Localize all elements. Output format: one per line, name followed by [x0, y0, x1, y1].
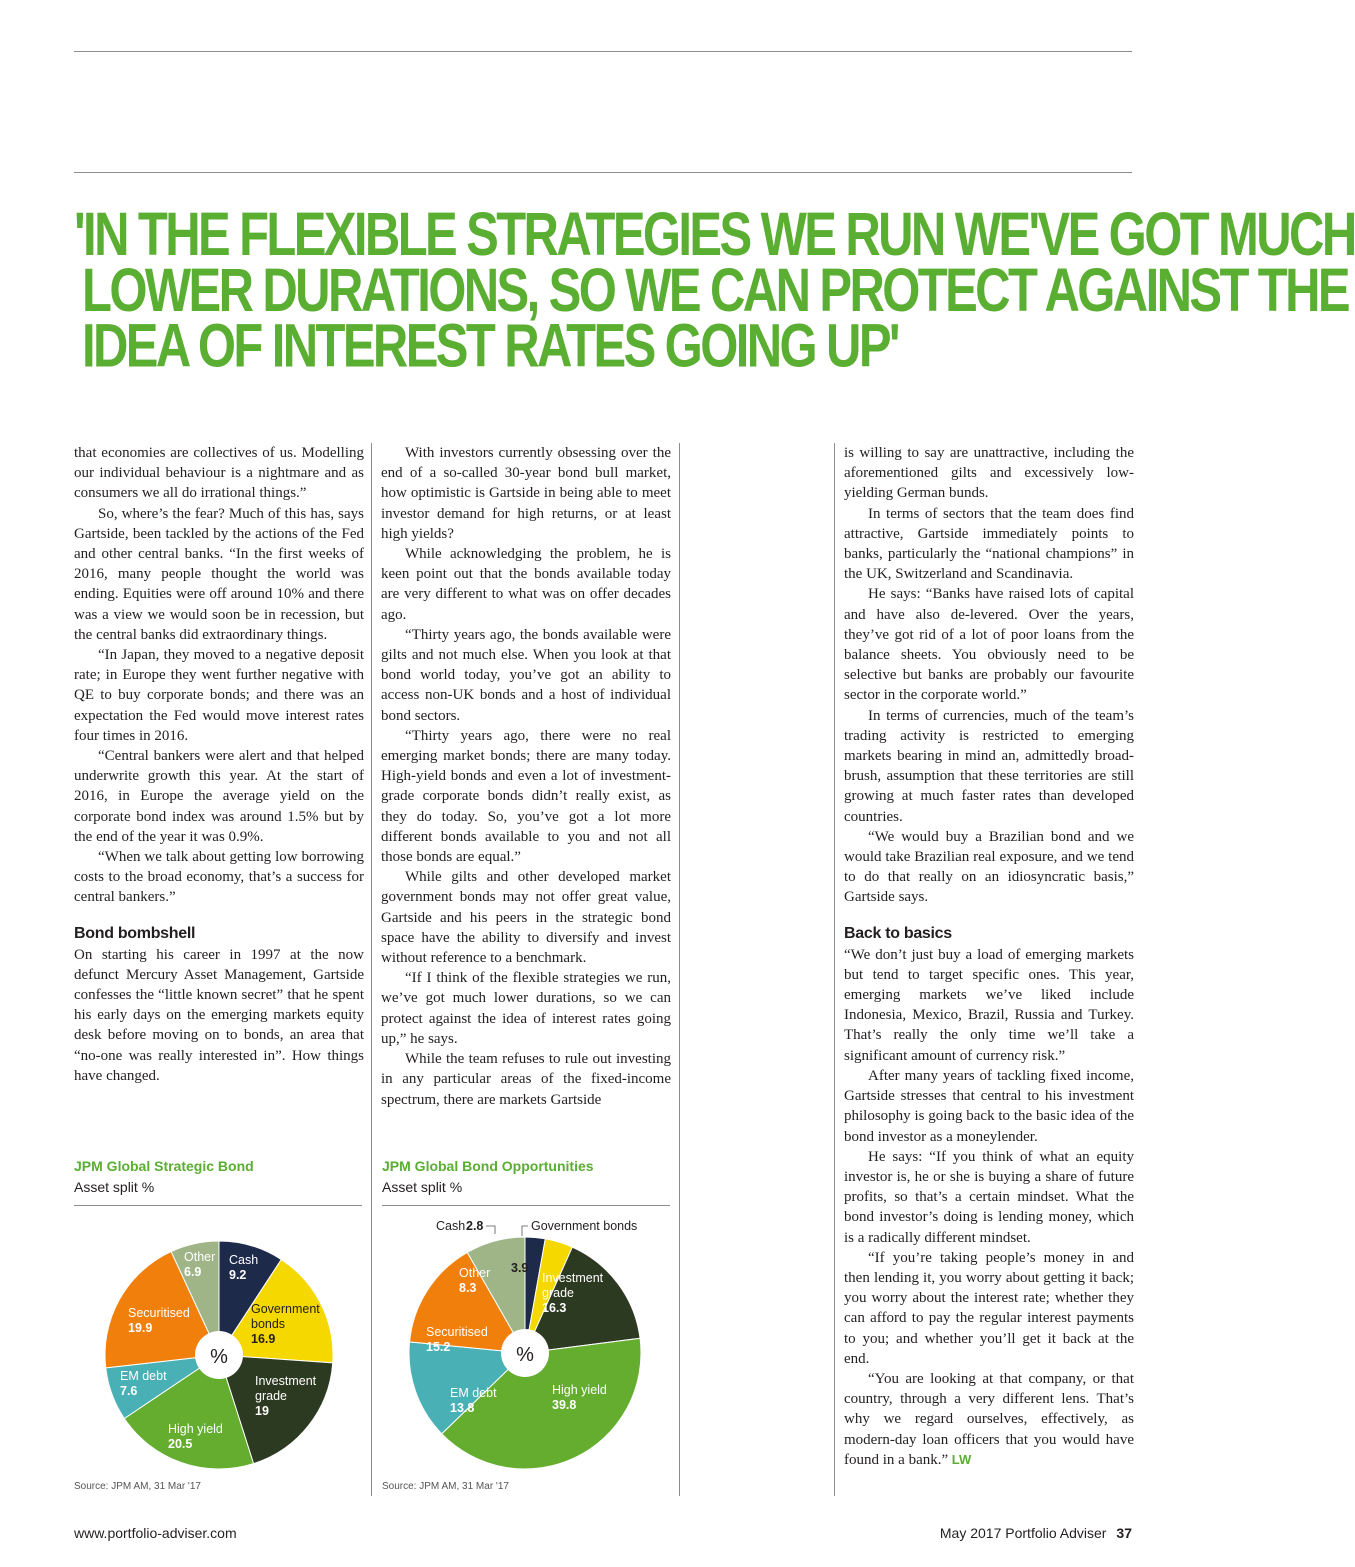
chart-2-value-em-debt: 13.8	[450, 1401, 475, 1415]
chart-2-label-securitised: Securitised	[426, 1325, 488, 1339]
paragraph: On starting his career in 1997 at the now defunct Mercury Asset Management, Gartside confesses the “little known secret” that he spent his early days on the emerging markets equity desk before moving on to bonds, an area that “no-one was really interested in”. How things have changed.	[74, 946, 364, 1084]
article-column-2	[381, 443, 671, 1110]
chart-2-leader-cash	[486, 1226, 495, 1234]
chart-2-center-label: %	[516, 1344, 534, 1366]
chart-2-leader-government-bonds	[522, 1226, 528, 1236]
paragraph: While the team refuses to rule out investing in any particular areas of the fixed-income spectrum, there are markets Gartside	[381, 1051, 671, 1108]
chart-1-source: Source: JPM AM, 31 Mar '17	[74, 1481, 201, 1492]
chart-1-value-high-yield: 20.5	[168, 1437, 193, 1451]
chart-1-value-securitised: 19.9	[128, 1321, 153, 1335]
paragraph: “In Japan, they moved to a negative deposit rate; in Europe they went further negative with QE to buy corporate bonds; and there was an expectation the Fed would move interest rates four times in 2016.	[74, 647, 364, 744]
column-divider	[371, 443, 372, 1496]
chart-2-value-high-yield: 39.8	[552, 1398, 577, 1412]
chart-2-pie	[382, 1210, 672, 1480]
paragraph: While gilts and other developed market government bonds may not offer great value, Gartside and his peers in the strategic bond space have the ability to diversify and invest without reference to a benchmark.	[381, 869, 671, 967]
paragraph: “We don’t just buy a load of emerging markets but tend to target specific ones. This year, emerging markets we’ve liked include Indonesia, Mexico, Brazil, Russia and Turkey. That’s really the only time we’ll take a significant amount of currency risk.”	[844, 946, 1134, 1064]
chart-1-label-investment-grade: Investment	[255, 1374, 317, 1388]
chart-1-label-cash: Cash	[229, 1253, 259, 1267]
chart-2-value-investment-grade: 16.3	[542, 1301, 567, 1315]
chart-1-title: JPM Global Strategic Bond	[74, 1158, 254, 1174]
section-heading: Bond bombshell	[74, 924, 196, 942]
chart-2-label-em-debt: EM debt	[450, 1386, 497, 1400]
chart-2-rule	[382, 1205, 670, 1206]
chart-2-value-government-bonds: 3.9	[511, 1261, 529, 1275]
chart-2-label-other: Other	[459, 1266, 491, 1280]
paragraph: “When we talk about getting low borrowing costs to the broad economy, that’s a success for central bankers.”	[74, 849, 364, 906]
paragraph: In terms of currencies, much of the team’s trading activity is restricted to emerging markets bearing in mind an, admittedly broad-brush, assumption that these territories are still growing at much faster rates than developed countries.	[844, 707, 1134, 825]
chart-2-title: JPM Global Bond Opportunities	[382, 1158, 594, 1174]
paragraph: After many years of tackling fixed income, Gartside stresses that central to his investment philosophy is going back to the basic idea of the bond investor as a moneylender.	[844, 1067, 1134, 1145]
chart-1-pie	[74, 1210, 364, 1480]
paragraph: “If I think of the flexible strategies we run, we’ve got much lower durations, so we can protect against the idea of interest rates going up,” he says.	[381, 970, 671, 1047]
chart-2-value-other: 8.3	[459, 1281, 477, 1295]
footer-issue	[940, 1525, 1132, 1541]
chart-2-label-high-yield: High yield	[552, 1383, 607, 1397]
pull-quote	[74, 201, 1355, 381]
chart-1-label-government-bonds: bonds	[251, 1317, 286, 1331]
paragraph: “Thirty years ago, the bonds available were gilts and not much else. When you look at that bond world today, you’ve got an ability to access non-UK bonds and a host of individual bond sectors.	[381, 626, 671, 724]
chart-1-label-other: Other	[184, 1250, 216, 1264]
footer-issue-label: May 2017 Portfolio Adviser	[939, 1525, 1107, 1541]
column-divider	[679, 443, 680, 1496]
paragraph: “We would buy a Brazilian bond and we would take Brazilian real exposure, and we tend to do that really on an idiosyncratic basis,” Gartside says.	[844, 828, 1134, 906]
paragraph: With investors currently obsessing over the end of a so-called 30-year bond bull market, how optimistic is Gartside in being able to meet investor demand for high returns, or at least high yields?	[381, 445, 671, 542]
paragraph: While acknowledging the problem, he is keen point out that the bonds available today are very different to what was on offer decades ago.	[381, 546, 671, 623]
chart-2-label-government-bonds: Government bonds	[531, 1219, 638, 1233]
chart-1-value-em-debt: 7.6	[120, 1384, 138, 1398]
paragraph: is willing to say are unattractive, including the aforementioned gilts and excessively low-yielding German bunds.	[844, 445, 1134, 502]
author-signoff: LW	[948, 1451, 972, 1467]
chart-2-label-cash: Cash	[436, 1219, 466, 1233]
chart-2-source: Source: JPM AM, 31 Mar '17	[382, 1481, 509, 1492]
pull-quote-line: IDEA OF INTEREST RATES GOING UP'	[82, 313, 898, 381]
chart-1-value-other: 6.9	[184, 1265, 202, 1279]
paragraph: “You are looking at that company, or that country, through a very different lens. That’s why we regard ourselves, effectively, as modern-day loan officers that you would have found in a bank.” LW	[844, 1370, 1134, 1468]
paragraph: “If you’re taking people’s money in and then lending it, you worry about getting it back; you worry about the interest rate; whether they can afford to pay the regular interest payments to you; and whether you’ll get it back at the end.	[844, 1249, 1134, 1367]
pull-quote-line: LOWER DURATIONS, SO WE CAN PROTECT AGAINST THE	[82, 257, 1348, 325]
chart-2-label-investment-grade: grade	[542, 1286, 574, 1300]
chart-1-rule	[74, 1205, 362, 1206]
paragraph: He says: “Banks have raised lots of capital and have also de-levered. Over the years, they’ve got rid of a lot of poor loans from the balance sheets. You obviously need to be selective but banks are probably our favourite sector in the corporate world.”	[844, 586, 1134, 704]
pull-quote-line: 'IN THE FLEXIBLE STRATEGIES WE RUN WE'VE GOT MUCH	[74, 201, 1355, 269]
column-divider	[834, 443, 835, 1496]
chart-2-value-cash: 2.8	[466, 1219, 484, 1233]
chart-1-label-securitised: Securitised	[128, 1306, 190, 1320]
section-heading: Back to basics	[844, 924, 952, 942]
top-rule	[74, 51, 1132, 52]
paragraph: “Central bankers were alert and that helped underwrite growth this year. At the start of 2016, in Europe the average yield on the corporate bond index was around 1.5% but by the end of the year it was 0.9%.	[74, 748, 364, 845]
quote-rule	[74, 172, 1132, 173]
article-column-1	[74, 443, 364, 1086]
chart-2-value-securitised: 15.2	[426, 1340, 451, 1354]
chart-1-value-investment-grade: 19	[255, 1404, 269, 1418]
paragraph: So, where’s the fear? Much of this has, says Gartside, been tackled by the actions of the Fed and other central banks. “In the first weeks of 2016, many people thought the world was ending. Equities were off around 10% and there was a view we would soon be in recession, but the central banks did extraordinary things.	[74, 505, 364, 643]
chart-2-subtitle: Asset split %	[382, 1179, 463, 1195]
chart-1-label-high-yield: High yield	[168, 1422, 223, 1436]
chart-1-value-government-bonds: 16.9	[251, 1332, 276, 1346]
footer-website: www.portfolio-adviser.com	[74, 1525, 237, 1541]
chart-1-value-cash: 9.2	[229, 1268, 247, 1282]
paragraph: He says: “If you think of what an equity investor is, he or she is buying a share of future profits, so that’s a certain mindset. What the bond investor’s doing is lending money, which is a radically different mindset.	[844, 1148, 1134, 1246]
chart-2-label-investment-grade: Investment	[542, 1271, 604, 1285]
paragraph: “Thirty years ago, there were no real emerging market bonds; there are many today. High-yield bonds and even a lot of investment-grade corporate bonds didn’t really exist, as they do today. So, you’ve got a lot more different bonds available to you and not all those bonds are equal.”	[381, 727, 671, 866]
chart-1-label-em-debt: EM debt	[120, 1369, 167, 1383]
paragraph: In terms of sectors that the team does find attractive, Gartside immediately points to banks, particularly the “national champions” in the UK, Switzerland and Scandinavia.	[844, 505, 1134, 583]
page-number: 37	[1116, 1525, 1132, 1541]
chart-1-center-label: %	[210, 1346, 228, 1368]
article-column-3	[844, 443, 1134, 1470]
chart-1-label-investment-grade: grade	[255, 1389, 287, 1403]
chart-1-subtitle: Asset split %	[74, 1179, 155, 1195]
paragraph: that economies are collectives of us. Modelling our individual behaviour is a nightmare and as consumers we all do irrational things.”	[74, 445, 364, 502]
chart-1-label-government-bonds: Government	[251, 1302, 320, 1316]
